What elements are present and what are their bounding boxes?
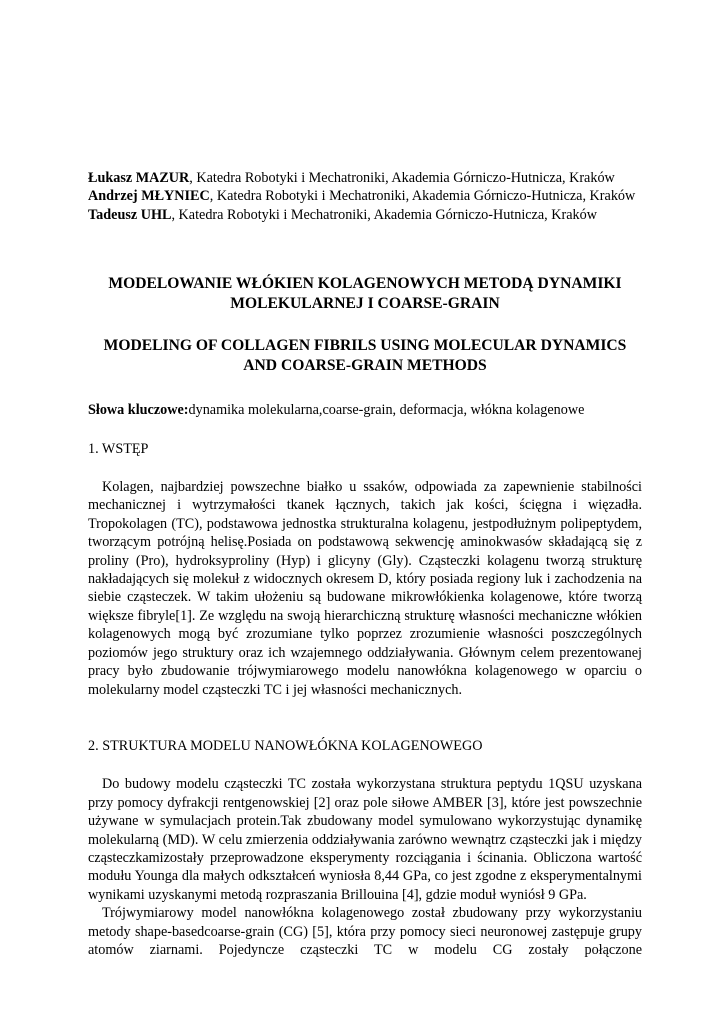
- author-line: [88, 206, 642, 224]
- keywords-line: [88, 401, 642, 419]
- author-affiliation: , Katedra Robotyki i Mechatroniki, Akademia Górniczo-Hutnicza, Kraków: [189, 170, 615, 186]
- author-name: Andrzej MŁYNIEC: [88, 188, 210, 205]
- author-name: Tadeusz UHL: [88, 206, 172, 223]
- section-heading-introduction: 1. WSTĘP: [88, 440, 149, 457]
- body-paragraph: Trójwymiarowy model nanowłókna kolagenowego został zbudowany przy wykorzystaniu metody shape-basedcoarse-grain (CG) [5], która przy pomocy sieci neuronowej zastępuje grupy atomów ziarnami. Pojedyncze cząsteczki TC w modelu CG zostały połączone: [88, 905, 642, 958]
- paper-title-english: MODELING OF COLLAGEN FIBRILS USING MOLECULAR DYNAMICS AND COARSE-GRAIN METHODS: [103, 337, 627, 375]
- author-line: [88, 187, 642, 205]
- keywords-label: Słowa kluczowe:: [88, 402, 189, 419]
- author-affiliation: , Katedra Robotyki i Mechatroniki, Akademia Górniczo-Hutnicza, Kraków: [209, 188, 636, 205]
- body-paragraph: Do budowy modelu cząsteczki TC została wykorzystana struktura peptydu 1QSU uzyskana przy pomocy dyfrakcji rentgenowskiej [2] oraz pole siłowe AMBER [3], które jest powszechnie używane w symulacjach protein.Tak zbudowany model symulowano wykorzystując dynamikę molekularną (MD). W celu zmierzenia oddziaływania zarówno wewnątrz cząsteczki jak i między cząsteczkamizostały przeprowadzone eksperymenty rozciągania i ścinania. Obliczona wartość modułu Younga dla małych odkształceń wyniosła 8,44 GPa, co jest zgodne z eksperymentalnymi wynikami uzyskanymi metodą rozpraszania Brillouina [4], gdzie moduł wyniósł 9 GPa.: [88, 776, 642, 903]
- body-paragraph: Kolagen, najbardziej powszechne białko u ssaków, odpowiada za zapewnienie stabilności mechanicznej i wytrzymałości tkanek łącznych, takich jak kości, ścięgna i więzadła. Tropokolagen (TC), podstawowa jednostka strukturalna kolagenu, jestpodłużnym polipeptydem, tworzącym potrójną helisę.Posiada on podstawową sekwencję aminokwasów składającą się z proliny (Pro), hydroksyproliny (Hyp) i glicyny (Gly). Cząsteczki kolagenu tworzą strukturę nakładających się molekuł z widocznych okresem D, który posiada regiony luk i zachodzenia na siebie cząsteczek. W takim ułożeniu są budowane mikrowłókienka kolagenowe, które tworzą większe fibryle[1]. Ze względu na swoją hierarchiczną strukturę własności mechaniczne włókien kolagenowych mogą być zrozumiane tylko poprzez zrozumienie własności poszczególnych poziomów jego struktury oraz ich wzajemnego oddziaływania. Głównym celem prezentowanej pracy było zbudowanie trójwymiarowego modelu nanowłókna kolagenowego w oparciu o molekularny model cząsteczki TC i jej własności mechanicznych.: [88, 479, 642, 698]
- author-name: Łukasz MAZUR: [88, 170, 190, 186]
- author-line: [88, 169, 642, 187]
- keywords-text: dynamika molekularna,coarse-grain, deformacja, włókna kolagenowe: [188, 402, 585, 419]
- paper-title-polish: MODELOWANIE WŁÓKIEN KOLAGENOWYCH METODĄ DYNAMIKI MOLEKULARNEJ I COARSE-GRAIN: [108, 275, 622, 313]
- author-affiliation: , Katedra Robotyki i Mechatroniki, Akademia Górniczo-Hutnicza, Kraków: [171, 206, 597, 223]
- section-heading-model-structure: 2. STRUKTURA MODELU NANOWŁÓKNA KOLAGENOWEGO: [88, 737, 483, 754]
- paper-page: [88, 169, 642, 959]
